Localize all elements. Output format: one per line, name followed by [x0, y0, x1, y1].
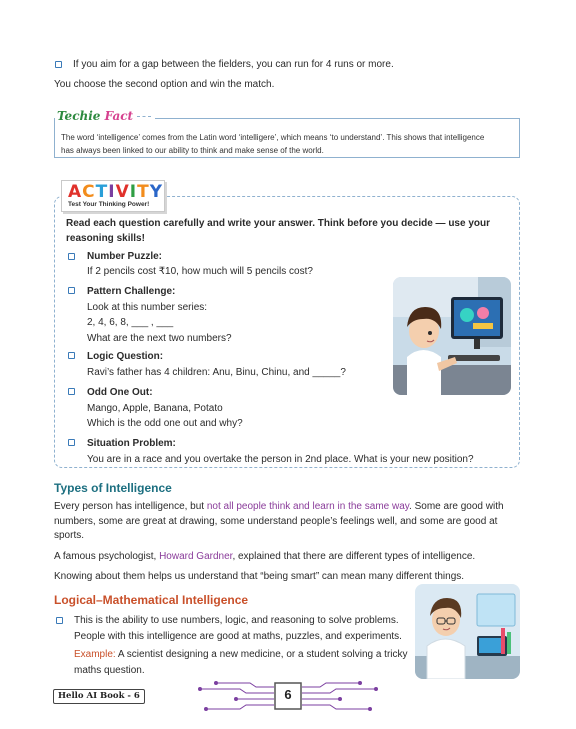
activity-letter: T	[137, 182, 150, 202]
techie-fact-label	[55, 109, 155, 123]
activity-title	[68, 183, 163, 202]
q1-text: If 2 pencils cost ₹10, how much will 5 pencils cost?	[87, 266, 313, 277]
question-situation	[87, 436, 474, 468]
q2-text-3: What are the next two numbers?	[87, 332, 232, 344]
activity-header	[61, 180, 165, 212]
activity-instructions	[66, 216, 490, 246]
checkbox-bullet-icon	[68, 439, 75, 446]
q5-text: You are in a race and you overtake the person in 2nd place. What is your new position?	[87, 454, 474, 465]
boy-at-computer-illustration	[393, 277, 511, 395]
q5-title: Situation Problem:	[87, 438, 176, 449]
instruction-line-1: Read each question carefully and write your answer. Think before you decide — use your	[66, 218, 491, 229]
checkbox-bullet-icon	[68, 352, 75, 359]
activity-letter: I	[108, 182, 116, 202]
q4-text-2: Which is the odd one out and why?	[87, 418, 243, 429]
intro-line: You choose the second option and win the match.	[54, 79, 275, 90]
heading-types-of-intelligence: Types of Intelligence	[54, 481, 172, 495]
scientist-boy-illustration	[415, 584, 520, 679]
types-paragraph-3: Knowing about them helps us understand that “being smart” can mean many different things.	[54, 571, 465, 582]
p1-line-3: sports.	[54, 530, 85, 541]
q3-title: Logic Question:	[87, 351, 164, 362]
checkbox-bullet-icon	[68, 388, 75, 395]
p2-text-b: , explained that there are different types of intelligence.	[232, 551, 476, 562]
types-paragraph-2	[54, 550, 475, 564]
q2-text-2: 2, 4, 6, 8, ___ , ___	[87, 317, 174, 328]
q2-text-1: Look at this number series:	[87, 301, 208, 313]
activity-letter: A	[68, 182, 83, 202]
heading-logical-mathematical: Logical–Mathematical Intelligence	[54, 593, 249, 607]
p2-text-a: A famous psychologist,	[54, 551, 160, 562]
example-label: Example:	[74, 649, 116, 660]
fact-label: Fact	[104, 109, 134, 123]
logical-line-2: People with this intelligence are good at maths, puzzles, and experiments.	[74, 630, 402, 642]
activity-letter: T	[95, 182, 109, 202]
q3-text: Ravi’s father has 4 children: Anu, Binu, Chinu, and _____?	[87, 367, 346, 378]
question-pattern-challenge	[87, 284, 232, 346]
techie-fact-text	[61, 131, 484, 157]
checkbox-bullet-icon	[56, 617, 63, 624]
activity-letter: Y	[149, 182, 164, 202]
question-odd-one-out	[87, 385, 243, 432]
q1-title: Number Puzzle:	[87, 251, 163, 262]
activity-letter: V	[115, 182, 130, 202]
question-logic	[87, 349, 346, 381]
activity-letter: C	[82, 182, 96, 202]
techie-fact-line-1: The word ‘intelligence’ comes from the Latin word ‘intelligere’, which means ‘to understand’. This shows that intelligence	[61, 133, 485, 142]
example-text: A scientist designing a new medicine, or a student solving a tricky	[115, 649, 408, 660]
p2-highlight: Howard Gardner	[159, 551, 233, 562]
instruction-line-2: reasoning skills!	[66, 233, 145, 244]
logical-description	[74, 613, 408, 678]
activity-letter: I	[129, 182, 138, 202]
p1-text-a: Every person has intelligence, but	[54, 501, 207, 512]
techie-fact-line-2: has always been linked to our ability to think and make sense of the world.	[61, 146, 324, 155]
checkbox-bullet-icon	[68, 287, 75, 294]
techie-label: Techie	[57, 109, 101, 123]
q2-title: Pattern Challenge:	[87, 286, 176, 297]
activity-subtitle: Test Your Thinking Power!	[68, 201, 150, 208]
logical-line-1: This is the ability to use numbers, logic, and reasoning to solve problems.	[74, 615, 399, 626]
checkbox-bullet-icon	[68, 253, 75, 260]
p1-line-2: numbers, some are great at drawing, some understand people’s feelings well, and some are good at	[54, 515, 498, 527]
footer-book-label: Hello AI Book - 6	[53, 689, 145, 704]
q4-text-1: Mango, Apple, Banana, Potato	[87, 402, 223, 414]
types-paragraph-1	[54, 500, 524, 544]
page-number: 6	[284, 687, 292, 702]
example-line-2: maths question.	[74, 664, 145, 676]
p1-highlight: not all people think and learn in the same way	[206, 501, 410, 512]
question-number-puzzle	[87, 250, 313, 279]
checkbox-bullet-icon	[55, 61, 62, 68]
q4-title: Odd One Out:	[87, 387, 153, 398]
p1-text-b: . Some are good with	[409, 501, 504, 512]
intro-bullet: If you aim for a gap between the fielders, you can run for 4 runs or more.	[73, 59, 394, 70]
